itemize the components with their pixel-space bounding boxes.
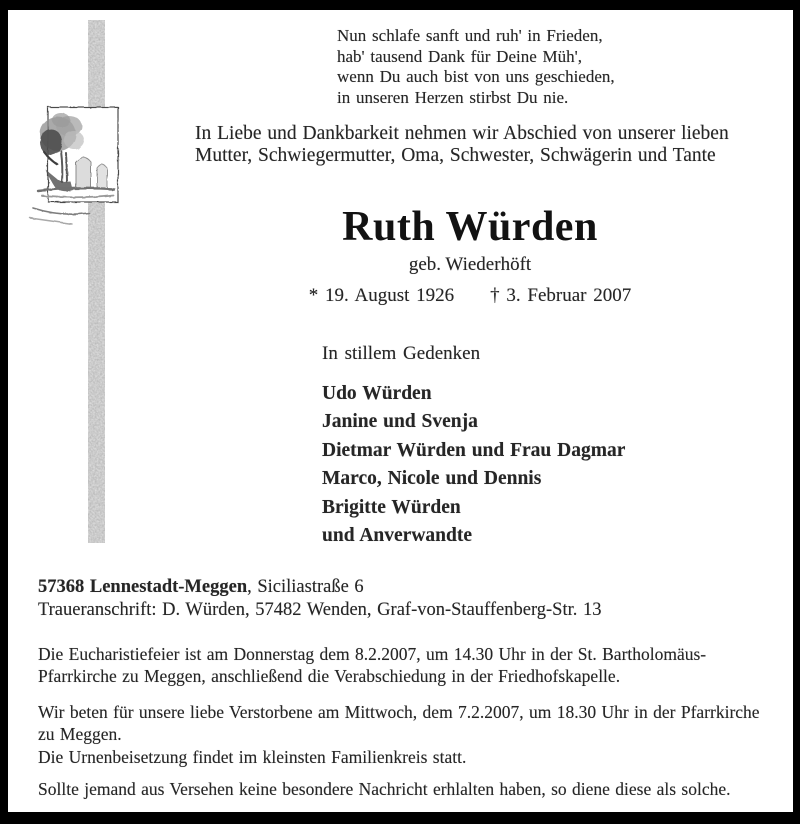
maiden-name: geb. Wiederhöft xyxy=(408,254,532,275)
poem-line: in unseren Herzen stirbst Du nie. xyxy=(337,87,569,107)
cemetery-tree-sketch xyxy=(28,12,168,557)
poem-line: wenn Du auch bist von uns geschieden, xyxy=(337,67,615,87)
mourner-name: Udo Würden xyxy=(322,383,432,404)
deceased-block xyxy=(210,205,730,307)
poem-line: hab' tausend Dank für Deine Müh', xyxy=(337,46,582,66)
address-block xyxy=(38,576,602,621)
mourners-list xyxy=(322,380,625,550)
birth-date: * 19. August 1926 xyxy=(308,285,455,306)
life-dates xyxy=(210,285,730,307)
band-top xyxy=(88,20,105,108)
mourner-name: und Anverwandte xyxy=(322,525,472,547)
memorial-heading: In stillem Gedenken xyxy=(322,343,481,364)
poem-line: Nun schlafe sanft und ruh' in Frieden, xyxy=(337,26,603,45)
city-postcode: 57368 Lennestadt-Meggen xyxy=(38,577,248,597)
band-bottom xyxy=(88,202,105,543)
mourner-name: Janine und Svenja xyxy=(322,411,478,433)
notice-paragraph: Sollte jemand aus Versehen keine besondere Nachricht erhlalten haben, so diene diese als solche. xyxy=(38,779,731,799)
urn-burial-paragraph: Die Urnenbeisetzung findet im kleinsten Familienkreis statt. xyxy=(38,747,467,767)
mourning-poem xyxy=(337,26,615,108)
home-address-line xyxy=(38,576,602,599)
farewell-intro: In Liebe und Dankbarkeit nehmen wir Abschied von unserer lieben Mutter, Schwiegermutter, Oma, Schwester, Schwägerin und Tante xyxy=(195,123,729,166)
prayer-paragraph: Wir beten für unsere liebe Verstorbene am Mittwoch, dem 7.2.2007, um 18.30 Uhr in der Pfarrkirche zu Meggen. xyxy=(38,702,760,744)
street: , Siciliastraße 6 xyxy=(247,577,364,597)
mourner-name: Brigitte Würden xyxy=(322,496,461,518)
eucharist-paragraph: Die Eucharistiefeier ist am Donnerstag dem 8.2.2007, um 14.30 Uhr in der St. Bartholomäus-Pfarrkirche zu Meggen, anschließend die Verabschiedung in der Friedhofskapelle. xyxy=(38,644,707,686)
deceased-name: Ruth Würden xyxy=(342,204,598,250)
mourner-name: Marco, Nicole und Dennis xyxy=(322,468,542,490)
mourning-address-line: Traueranschrift: D. Würden, 57482 Wenden, Graf-von-Stauffenberg-Str. 13 xyxy=(38,599,602,620)
death-date: † 3. Februar 2007 xyxy=(490,285,632,306)
mourner-name: Dietmar Würden und Frau Dagmar xyxy=(322,439,626,461)
